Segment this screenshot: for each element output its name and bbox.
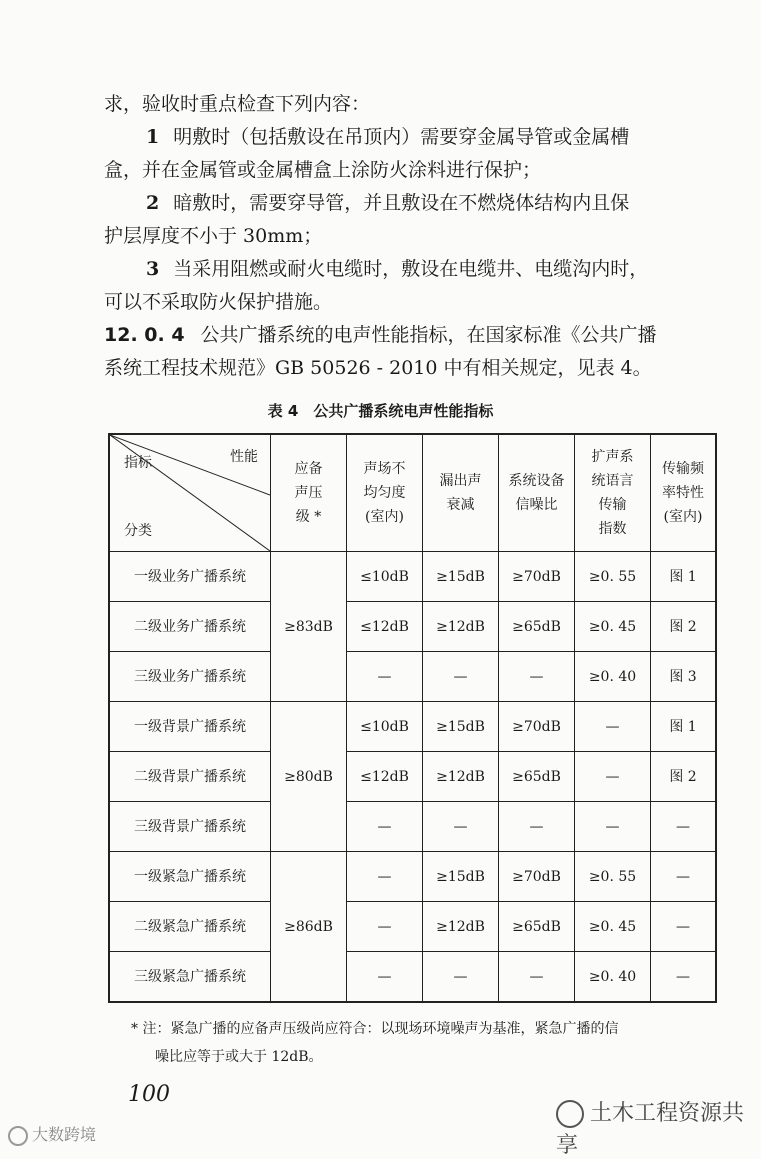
item-2-text-a: 暗敷时，需要穿导管，并且敷设在不燃烧体结构内且保 (173, 192, 630, 214)
corner-label-indicator: 指标 (124, 455, 152, 471)
header-speech-transmission (575, 434, 651, 552)
header-frequency-response (651, 434, 717, 552)
header-line: 传输频 (662, 461, 704, 477)
value-cell-c4: ≥0. 45 (575, 602, 651, 652)
system-name-cell: 一级业务广播系统 (109, 552, 271, 602)
table-row (109, 852, 716, 902)
value-cell-c4: ≥0. 55 (575, 852, 651, 902)
item-2-line-b: 护层厚度不小于 30mm； (104, 225, 323, 247)
item-3-line-a (104, 253, 724, 286)
header-line: 信噪比 (515, 497, 558, 513)
value-cell-c5: 图 1 (651, 702, 717, 752)
table-row (109, 752, 716, 802)
value-cell-c2: ≥15dB (423, 702, 499, 752)
watermark-left-text: 大数跨境 (32, 1125, 97, 1144)
table-note-line-1: * 注：紧急广播的应备声压级尚应符合：以现场环境噪声为基准，紧急广播的信 (131, 1021, 619, 1037)
item-1-text-a: 明敷时（包括敷设在吊顶内）需要穿金属导管或金属槽 (173, 126, 630, 148)
section-text-a: 公共广播系统的电声性能指标，在国家标准《公共广播 (200, 324, 657, 346)
value-cell-c3: — (499, 952, 575, 1003)
value-cell-c4: ≥0. 45 (575, 902, 651, 952)
header-snr (499, 434, 575, 552)
header-line: 率特性 (662, 485, 704, 501)
table-row (109, 602, 716, 652)
value-cell-c4: — (575, 702, 651, 752)
value-cell-c5: — (651, 952, 717, 1003)
value-cell-c5: — (651, 802, 717, 852)
value-cell-c2: ≥12dB (423, 902, 499, 952)
value-cell-c3: ≥65dB (499, 602, 575, 652)
header-line: 声压 (294, 485, 323, 501)
corner-label-category: 分类 (124, 523, 152, 539)
value-cell-c2: ≥12dB (423, 752, 499, 802)
header-line: 衰减 (446, 497, 475, 513)
performance-table (108, 433, 717, 1003)
system-name-cell: 三级背景广播系统 (109, 802, 271, 852)
value-cell-c5: 图 2 (651, 602, 717, 652)
value-cell-c3: ≥65dB (499, 752, 575, 802)
value-cell-c1: — (347, 902, 423, 952)
table-caption: 表 4 公共广播系统电声性能指标 (267, 402, 494, 420)
value-cell-c5: — (651, 902, 717, 952)
header-line: (室内) (365, 509, 404, 525)
value-cell-c2: — (423, 802, 499, 852)
table-row (109, 652, 716, 702)
table-row (109, 702, 716, 752)
header-line: 级 * (295, 509, 322, 525)
system-name-cell: 三级业务广播系统 (109, 652, 271, 702)
item-2-line-a (104, 187, 724, 220)
value-cell-c2: ≥15dB (423, 552, 499, 602)
header-line: 传输 (598, 497, 627, 513)
value-cell-c3: ≥70dB (499, 702, 575, 752)
value-cell-c2: — (423, 952, 499, 1003)
header-line: 系统设备 (508, 473, 565, 489)
value-cell-c5: 图 1 (651, 552, 717, 602)
table-row (109, 952, 716, 1003)
section-line-b: 系统工程技术规范》GB 50526 - 2010 中有相关规定，见表 4。 (104, 357, 652, 379)
header-line: 指数 (598, 521, 627, 537)
value-cell-c1: ≤12dB (347, 602, 423, 652)
header-line: 声场不 (363, 461, 406, 477)
value-cell-c1: — (347, 952, 423, 1003)
header-line: 应备 (294, 461, 323, 477)
system-name-cell: 二级背景广播系统 (109, 752, 271, 802)
watermark-left (8, 1122, 96, 1146)
value-cell-c5: 图 3 (651, 652, 717, 702)
sound-pressure-level-cell: ≥83dB (271, 552, 347, 702)
text-line-1: 求，验收时重点检查下列内容： (104, 93, 371, 115)
table-header-row (109, 434, 716, 552)
item-3-text-a: 当采用阻燃或耐火电缆时，敷设在电缆井、电缆沟内时， (173, 258, 649, 280)
sound-pressure-level-cell: ≥80dB (271, 702, 347, 852)
watermark-logo-icon (8, 1126, 28, 1146)
watermark-right (556, 1096, 761, 1159)
item-1-line-b: 盒，并在金属管或金属槽盒上涂防火涂料进行保护； (104, 159, 542, 181)
system-name-cell: 一级背景广播系统 (109, 702, 271, 752)
header-uniformity (347, 434, 423, 552)
corner-header-cell (109, 434, 271, 552)
header-leakage-attenuation (423, 434, 499, 552)
item-2-number: 2 (146, 192, 160, 214)
page-number: 100 (128, 1082, 170, 1107)
value-cell-c1: ≤10dB (347, 552, 423, 602)
system-name-cell: 二级业务广播系统 (109, 602, 271, 652)
header-sound-pressure (271, 434, 347, 552)
system-name-cell: 三级紧急广播系统 (109, 952, 271, 1003)
value-cell-c4: — (575, 802, 651, 852)
item-1-number: 1 (146, 126, 160, 148)
header-line: 扩声系 (591, 449, 634, 465)
value-cell-c5: — (651, 852, 717, 902)
system-name-cell: 二级紧急广播系统 (109, 902, 271, 952)
sound-pressure-level-cell: ≥86dB (271, 852, 347, 1003)
item-1-line-a (104, 121, 724, 154)
value-cell-c3: — (499, 652, 575, 702)
value-cell-c1: — (347, 652, 423, 702)
wechat-icon (556, 1100, 584, 1128)
header-line: 统语言 (591, 473, 634, 489)
section-line-a (104, 319, 724, 352)
corner-label-performance: 性能 (230, 449, 258, 465)
table-note-line-2: 噪比应等于或大于 12dB。 (155, 1049, 323, 1065)
table-row (109, 802, 716, 852)
item-3-number: 3 (146, 258, 160, 280)
header-line: 漏出声 (439, 473, 482, 489)
item-3-line-b: 可以不采取防火保护措施。 (104, 291, 333, 313)
value-cell-c4: — (575, 752, 651, 802)
table-row (109, 902, 716, 952)
value-cell-c1: — (347, 802, 423, 852)
header-line: 均匀度 (363, 485, 406, 501)
value-cell-c4: ≥0. 55 (575, 552, 651, 602)
value-cell-c1: ≤12dB (347, 752, 423, 802)
value-cell-c3: ≥65dB (499, 902, 575, 952)
watermark-right-text: 土木工程资源共享 (556, 1101, 745, 1158)
value-cell-c1: ≤10dB (347, 702, 423, 752)
value-cell-c2: ≥15dB (423, 852, 499, 902)
section-number: 12. 0. 4 (104, 324, 185, 346)
system-name-cell: 一级紧急广播系统 (109, 852, 271, 902)
table-row (109, 552, 716, 602)
value-cell-c2: ≥12dB (423, 602, 499, 652)
value-cell-c3: ≥70dB (499, 552, 575, 602)
value-cell-c1: — (347, 852, 423, 902)
value-cell-c3: — (499, 802, 575, 852)
value-cell-c4: ≥0. 40 (575, 652, 651, 702)
header-line: (室内) (663, 509, 703, 525)
value-cell-c2: — (423, 652, 499, 702)
value-cell-c5: 图 2 (651, 752, 717, 802)
value-cell-c4: ≥0. 40 (575, 952, 651, 1003)
value-cell-c3: ≥70dB (499, 852, 575, 902)
